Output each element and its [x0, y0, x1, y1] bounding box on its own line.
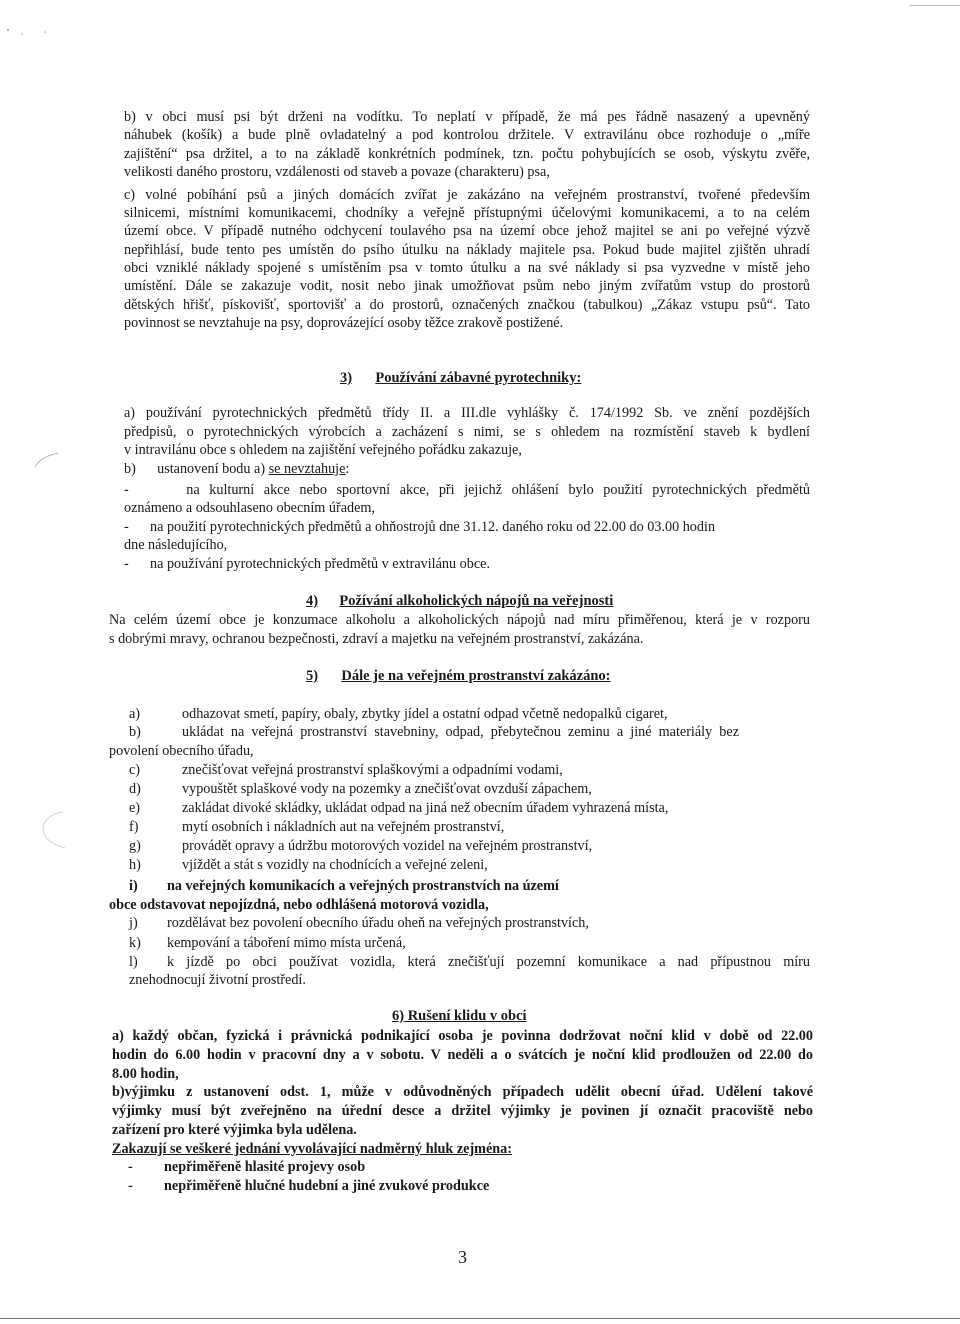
item-label: b) [129, 724, 141, 740]
section-6-subheading: Zakazují se veškeré jednání vyvolávající nadměrný hluk zejména: [112, 1141, 512, 1157]
para-c-line-8: povinnost se nevztahuje na psy, doprovázející osoby těžce zrakově postižené. [124, 315, 564, 331]
item-text: znehodnocují životní prostředí. [129, 972, 306, 988]
item-text: vjíždět a stát s vozidly na chodnících a veřejné zeleni, [182, 857, 488, 873]
item-label: a) [129, 706, 141, 722]
item-text: rozdělávat bez povolení obecního úřadu oheň na veřejných prostranstvích, [167, 915, 589, 931]
section-4-heading [306, 593, 613, 610]
section-4-title: Požívání alkoholických nápojů na veřejnosti [339, 593, 614, 609]
section-6-b-line-3: zařízení pro které výjimka byla udělena. [112, 1122, 357, 1138]
list-item [128, 1158, 365, 1176]
para-b-line-1: b) v obci musí psi být drženi na vodítku. To neplatí v případě, že má pes řádně nasazený a upevněný [124, 109, 810, 125]
section-3-bullet-2: - na použití pyrotechnických předmětů a ohňostrojů dne 31.12. daného roku od 22.00 do 03.00 hodin [124, 519, 716, 535]
item-label: h) [129, 857, 141, 873]
section-3-title: Používání zábavné pyrotechniky: [375, 370, 582, 386]
item-label: k) [129, 935, 141, 951]
punch-hole-artifact [25, 800, 75, 860]
section-3-b-suffix: : [345, 461, 350, 477]
list-item [129, 934, 406, 952]
item-text: nepřiměřeně hlasité projevy osob [164, 1159, 366, 1175]
section-6-b-line-2: výjimky musí být zveřejněno na úřední desce a držitel výjimky je povinen jí označit pracoviště nebo [112, 1103, 813, 1119]
list-item [129, 914, 589, 932]
item-text: obce odstavovat nepojízdná, nebo odhlášená motorová vozidla, [109, 897, 489, 913]
section-3-bullet-2-cont: dne následujícího, [124, 537, 228, 553]
para-b-line-3: zajištění“ psa držitel, a to na základě konkrétních podmínek, tzn. počtu pohybujících se osob, výskytu zvěře, [124, 146, 810, 162]
section-4-line-2: s dobrými mravy, ochranou bezpečnosti, zdraví a majetku na veřejném prostranství, zakázána. [109, 631, 644, 647]
item-text: kempování a táboření mimo místa určená, [167, 935, 406, 951]
section-3-b [124, 460, 349, 478]
item-text: povolení obecního úřadu, [109, 743, 254, 759]
para-c-line-6: umístění. Dále se zakazuje vodit, nosit nebo jinak umožňovat psům nebo jiným zvířatům vstup do prostorů [124, 278, 810, 294]
list-item [129, 953, 810, 971]
section-6-a-line-3: 8.00 hodin, [112, 1066, 179, 1082]
para-c-line-4: nepřihlásí, bude tento pes umístěn do psího útulku na náklady majitele psa. Pokud bude majitel zjištěn uhradí [124, 242, 810, 258]
item-label: g) [129, 838, 141, 854]
section-3-bullet-1: - na kulturní akce nebo sportovní akce, při jejichž ohlášení bylo použití pyrotechnických předmětů [124, 482, 810, 498]
section-3-b-underlined: se nevztahuje [268, 461, 346, 477]
page-number: 3 [458, 1247, 467, 1267]
item-text: nepřiměřeně hlučné hudební a jiné zvukové produkce [164, 1178, 490, 1194]
item-text: mytí osobních i nákladních aut na veřejném prostranství, [182, 819, 505, 835]
section-6-a-line-1: a) každý občan, fyzická i právnická podnikající osoba je povinna dodržovat noční klid v době od 22.00 [112, 1028, 813, 1044]
para-b-line-4: velikosti daného prostoru, vzdálenosti od staveb a povaze (charakteru) psa, [124, 164, 550, 180]
item-text: vypouštět splaškové vody na pozemky a znečišťovat ovzduší zápachem, [182, 781, 592, 797]
section-3-a-line-1: a) používání pyrotechnických předmětů třídy II. a III.dle vyhlášky č. 174/1992 Sb. ve znění pozdějších [124, 405, 810, 421]
scan-curve-artifact [30, 445, 70, 475]
list-item [129, 877, 559, 895]
item-label: c) [129, 762, 141, 778]
item-text: odhazovat smetí, papíry, obaly, zbytky jídel a ostatní odpad včetně nedopalků cigaret, [182, 706, 668, 722]
para-c-line-3: území obce. V případě nutného odchycení toulavého psa na území obce jehož majitel se ani po veřejné výzvě [124, 223, 810, 239]
page-bottom-edge [0, 1318, 960, 1319]
list-item [129, 780, 592, 798]
para-b-line-2: náhubek (košík) a bude plně ovladatelný a pod kontrolou držitele. V extravilánu obce rozhoduje o „míře [124, 127, 810, 143]
item-text: znečišťovat veřejná prostranství splaškovými a odpadními vodami, [182, 762, 563, 778]
list-item [129, 723, 739, 741]
section-5-heading [306, 668, 611, 685]
section-3-heading [340, 370, 581, 387]
item-label: f) [129, 819, 139, 835]
section-4-number: 4) [306, 593, 319, 609]
para-c-line-2: silnicemi, místními komunikacemi, chodníky a veřejně přístupnými účelovými komunikacemi, a to na celém [124, 205, 810, 221]
list-item [129, 818, 504, 836]
corner-line-artifact [910, 5, 960, 6]
section-3-bullet-1-cont: oznámeno a odsouhlaseno obecním úřadem, [124, 500, 375, 516]
list-item [129, 799, 668, 817]
section-3-a-line-2: předpisů, o pyrotechnických výrobcích a zacházení s nimi, se s ohledem na rozmístění staveb k bydlení [124, 424, 810, 440]
list-item [129, 705, 668, 723]
item-text: zakládat divoké skládky, ukládat odpad na jiná než obecním úřadem vyhrazená místa, [182, 800, 669, 816]
item-text: k jízdě po obci používat vozidla, která znečišťují pozemní komunikace a nad přípustnou míru [167, 954, 810, 970]
item-label: i) [129, 878, 138, 894]
item-dash: - [128, 1159, 133, 1175]
list-item-cont [109, 896, 489, 914]
item-label: d) [129, 781, 141, 797]
list-item-cont [129, 971, 306, 989]
section-5-number: 5) [306, 668, 319, 684]
para-c-line-7: dětských hřišť, pískovišť, sportovišť a do prostorů, označených značkou (tabulkou) „Zákaz vstupu psů“. Tato [124, 297, 810, 313]
para-c-line-1: c) volné pobíhání psů a jiných domácích zvířat je zakázáno na veřejném prostranství, tvořené především [124, 187, 810, 203]
list-item-cont [109, 742, 254, 760]
item-label: j) [129, 915, 138, 931]
item-text: na veřejných komunikacích a veřejných prostranstvích na území [167, 878, 559, 894]
item-label: e) [129, 800, 141, 816]
scan-speck-artifact [0, 20, 60, 50]
section-3-number: 3) [340, 370, 353, 386]
section-5-title: Dále je na veřejném prostranství zakázáno: [341, 668, 611, 684]
list-item [129, 837, 592, 855]
section-6-b-line-1: b)výjimku z ustanovení odst. 1, může v odůvodněných případech udělit obecní úřad. Udělení takové [112, 1084, 813, 1100]
section-3-bullet-3: - na používání pyrotechnických předmětů v extravilánu obce. [124, 556, 490, 572]
para-c-line-5: obci vzniklé náklady spojené s umístěním psa v tomto útulku a na své náklady si psa vyzvedne v místě jeho [124, 260, 810, 276]
list-item [129, 761, 563, 779]
section-6-a-line-2: hodin do 6.00 hodin v pracovní dny a v sobotu. V neděli a o svátcích je noční klid prodloužen od 22.00 do [112, 1047, 813, 1063]
section-3-a-line-3: v intravilánu obce s ohledem na zajištění veřejného pořádku zakazuje, [124, 442, 522, 458]
list-item [128, 1177, 489, 1195]
item-label: l) [129, 954, 138, 970]
section-3-b-prefix: b) ustanovení bodu a) [124, 461, 269, 477]
item-dash: - [128, 1178, 133, 1194]
section-6-heading: 6) Rušení klidu v obci [392, 1008, 527, 1024]
section-4-line-1: Na celém území obce je konzumace alkoholu a alkoholických nápojů nad míru přiměřenou, která je v rozporu [109, 612, 810, 628]
item-text: provádět opravy a údržbu motorových vozidel na veřejném prostranství, [182, 838, 593, 854]
list-item [129, 856, 488, 874]
item-text: ukládat na veřejná prostranství stavebniny, odpad, přebytečnou zeminu a jiné materiály bez [182, 724, 739, 740]
